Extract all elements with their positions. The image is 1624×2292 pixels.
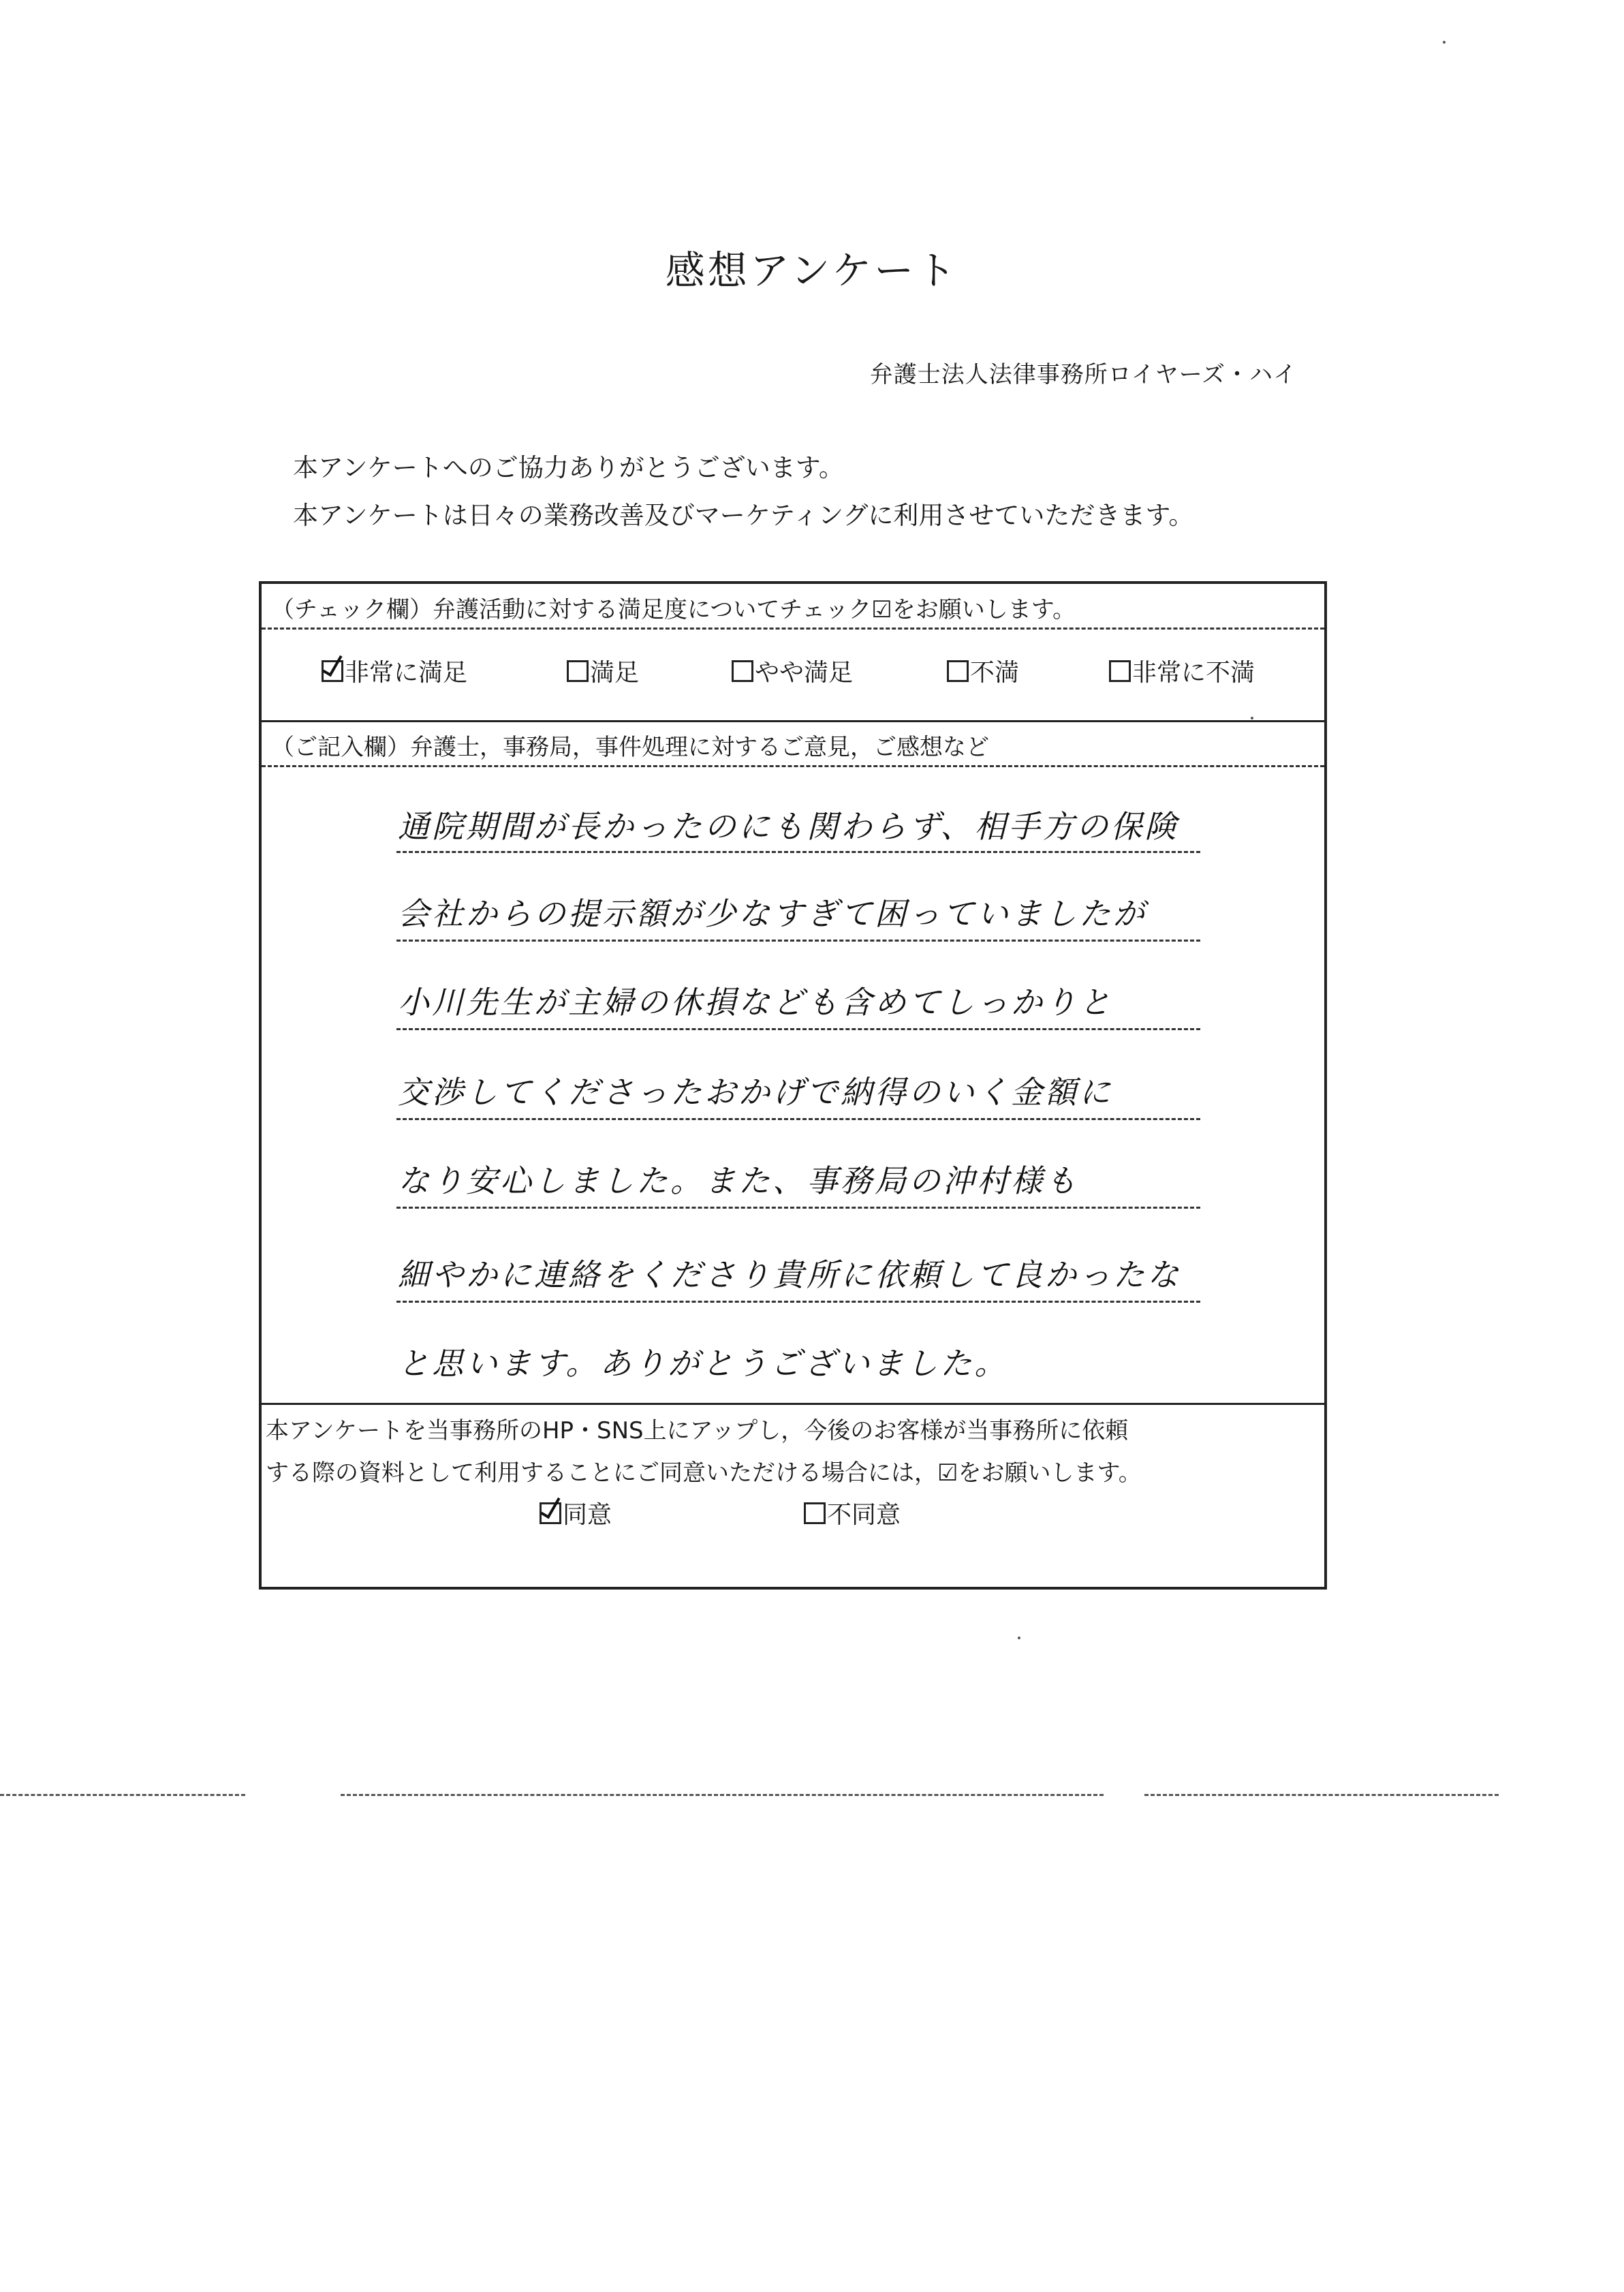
comment-line: 交渉してくださったおかげで納得のいく金額に bbox=[398, 1074, 1113, 1111]
consent-line-1: 本アンケートを当事務所のHP・SNS上にアップし，今後のお客様が当事務所に依頼 bbox=[266, 1417, 1129, 1444]
comment-line: 通院期間が長かったのにも関わらず、相手方の保険 bbox=[398, 808, 1179, 845]
writing-rule bbox=[396, 1028, 1200, 1030]
option-somewhat-satisfied[interactable] bbox=[732, 653, 853, 688]
survey-form bbox=[259, 581, 1327, 1590]
option-label: 不満 bbox=[970, 659, 1020, 687]
writing-rule bbox=[396, 940, 1200, 942]
scan-speck bbox=[1251, 717, 1253, 719]
divider bbox=[262, 628, 1324, 630]
checkbox-icon[interactable] bbox=[804, 1502, 826, 1524]
comment-line: 小川先生が主婦の休損なども含めてしっかりと bbox=[398, 984, 1113, 1021]
intro-line-2: 本アンケートは日々の業務改善及びマーケティングに利用させていただきます。 bbox=[293, 501, 1194, 530]
writing-rule bbox=[396, 1301, 1200, 1303]
comment-section-header: （ご記入欄）弁護士，事務局，事件処理に対するご意見，ご感想など bbox=[271, 734, 989, 761]
consent-text bbox=[266, 1410, 1322, 1494]
scan-speck bbox=[1443, 41, 1446, 44]
option-very-satisfied[interactable] bbox=[322, 653, 467, 688]
writing-rule bbox=[396, 851, 1200, 853]
divider bbox=[262, 765, 1324, 767]
option-agree[interactable] bbox=[540, 1496, 612, 1530]
option-disagree[interactable] bbox=[804, 1496, 901, 1530]
checkbox-icon[interactable] bbox=[1109, 660, 1131, 682]
scan-fold-line bbox=[1144, 1794, 1499, 1796]
comment-line: なり安心しました。また、事務局の沖村様も bbox=[398, 1162, 1079, 1199]
option-dissatisfied[interactable] bbox=[947, 653, 1019, 688]
checkbox-icon[interactable] bbox=[947, 660, 969, 682]
comment-line: と思います。ありがとうございました。 bbox=[398, 1345, 1009, 1382]
scan-fold-line bbox=[0, 1794, 245, 1796]
option-label: 不同意 bbox=[827, 1501, 901, 1529]
option-label: 非常に不満 bbox=[1132, 659, 1255, 687]
divider bbox=[262, 720, 1324, 722]
writing-rule bbox=[396, 1118, 1200, 1120]
satisfaction-options bbox=[262, 653, 1324, 701]
option-label: 非常に満足 bbox=[345, 659, 468, 687]
checkbox-checked-icon[interactable] bbox=[540, 1502, 561, 1524]
option-label: 同意 bbox=[563, 1501, 612, 1529]
intro-text bbox=[293, 444, 1193, 540]
consent-line-2: する際の資料として利用することにご同意いただける場合には，☑をお願いします。 bbox=[266, 1459, 1142, 1487]
scan-speck bbox=[1018, 1637, 1020, 1639]
writing-rule bbox=[396, 1207, 1200, 1209]
option-very-dissatisfied[interactable] bbox=[1109, 653, 1255, 688]
scan-fold-line bbox=[341, 1794, 1104, 1796]
comment-line: 会社からの提示額が少なすぎて困っていましたが bbox=[398, 895, 1147, 932]
organization-name: 弁護士法人法律事務所ロイヤーズ・ハイ bbox=[869, 361, 1297, 388]
check-section-header: （チェック欄）弁護活動に対する満足度についてチェック☑をお願いします。 bbox=[271, 596, 1076, 623]
checkbox-icon[interactable] bbox=[567, 660, 589, 682]
checkbox-checked-icon[interactable] bbox=[322, 660, 343, 682]
option-label: 満足 bbox=[590, 659, 640, 687]
comment-line: 細やかに連絡をくださり貴所に依頼して良かったな bbox=[398, 1256, 1181, 1293]
checkbox-icon[interactable] bbox=[732, 660, 753, 682]
divider bbox=[262, 1403, 1324, 1405]
option-label: やや満足 bbox=[755, 659, 854, 687]
intro-line-1: 本アンケートへのご協力ありがとうございます。 bbox=[293, 453, 844, 482]
option-satisfied[interactable] bbox=[567, 653, 639, 688]
survey-title: 感想アンケート bbox=[665, 247, 959, 294]
